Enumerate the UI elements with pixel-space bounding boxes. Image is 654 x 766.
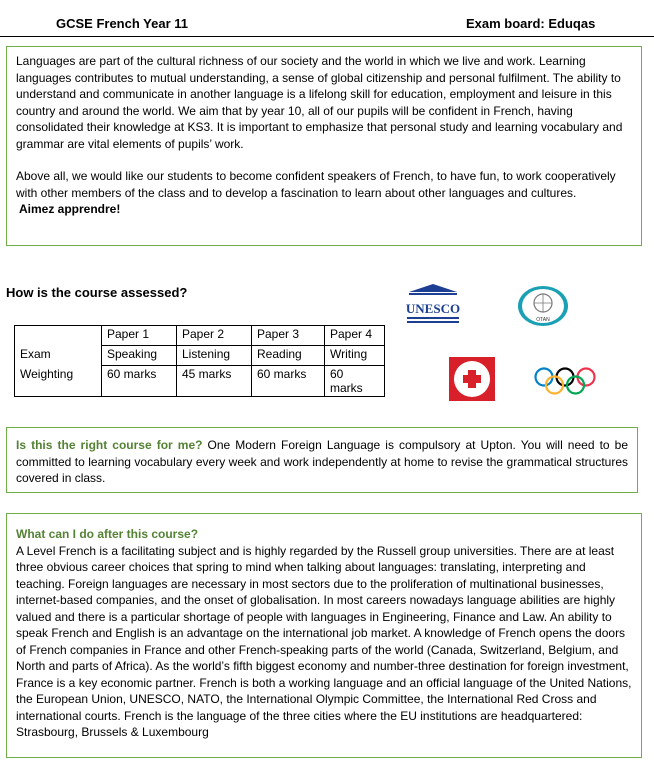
header-divider: [0, 36, 654, 37]
assessment-question: How is the course assessed?: [6, 285, 188, 300]
table-cell: 60 marks: [325, 366, 385, 397]
table-cell: [15, 326, 102, 346]
after-course-text: A Level French is a facilitating subject and is highly regarded by the Russell group universities. There are at least three obvious career choices that spring to mind when talking about languages: translating, interpreting and teaching. Foreign languages are necessary in most sectors due to the proliferation of multinational businesses, internet-based companies, and the onset of globalisation. In most careers nowadays language abilities are highly valued and there is a particular shortage of people with languages in Engineering, Finance and Law. An ability to speak French and English is an advantage on the international job market. A knowledge of French opens the doors of French companies in France and other French-speaking parts of the world (Canada, Switzerland, Belgium, and North and parts of Africa). As the world’s fifth biggest economy and number-three destination for foreign investment, France is a key economic partner. French is both a working language and an official language of the United Nations, the European Union, UNESCO, NATO, the International Olympic Committee, the International Red Cross and international courts. French is the language of the three cities where the EU institutions are headquartered: Strasbourg, Brussels & Luxembourg: [16, 543, 632, 739]
right-course-box: [6, 427, 638, 493]
table-row: [15, 346, 385, 366]
table-row: [15, 326, 385, 346]
table-row-label: Weighting: [15, 366, 102, 397]
assessment-table: [14, 325, 385, 397]
intro-paragraph-1: Languages are part of the cultural richness of our society and the world in which we live and work. Learning languages contributes to mutual understanding, a sense of global citizenship and personal fulfilment. The ability to understand and communicate in another language is a lifelong skill for education, employment and leisure in this country and around the world. We aim that by year 10, all of our pupils will be confident in French, having consolidated their knowledge at KS3. It is important to emphasize that personal study and learning vocabulary and grammar are vital elements of pupils’ work.: [16, 54, 623, 151]
intro-closing: Aimez apprendre!: [19, 202, 121, 216]
table-cell: Reading: [252, 346, 325, 366]
table-row-label: Exam: [15, 346, 102, 366]
right-course-heading: Is this the right course for me?: [16, 438, 203, 452]
unesco-logo-text: UNESCO: [405, 301, 461, 316]
table-header: Paper 2: [177, 326, 252, 346]
table-cell: Speaking: [102, 346, 177, 366]
table-cell: Writing: [325, 346, 385, 366]
table-header: Paper 4: [325, 326, 385, 346]
exam-board: Exam board: Eduqas: [466, 16, 596, 31]
after-course-heading: What can I do after this course?: [16, 527, 199, 541]
table-cell: 60 marks: [102, 366, 177, 397]
table-cell: 60 marks: [252, 366, 325, 397]
table-cell: Listening: [177, 346, 252, 366]
table-row: [15, 366, 385, 397]
table-cell: 45 marks: [177, 366, 252, 397]
after-course-box: [6, 513, 642, 758]
otan-logo-text: OTAN: [536, 317, 550, 323]
otan-logo: [516, 284, 570, 328]
table-header: Paper 3: [252, 326, 325, 346]
red-cross-logo: [449, 357, 495, 401]
table-header: Paper 1: [102, 326, 177, 346]
course-title: GCSE French Year 11: [56, 16, 188, 31]
olympic-rings-icon: [533, 366, 597, 396]
unesco-logo: [405, 283, 461, 325]
intro-paragraph-2: Above all, we would like our students to become confident speakers of French, to have fun, to work cooperatively with other members of the class and to develop a fascination to learn about other languages and cultures.: [16, 169, 616, 200]
right-course-text: One Modern Foreign Language is compulsory at Upton. You will need to be committed to learning vocabulary every week and work independently at home to revise the grammatical structures covered in class.: [16, 438, 628, 485]
intro-box: [6, 46, 642, 246]
